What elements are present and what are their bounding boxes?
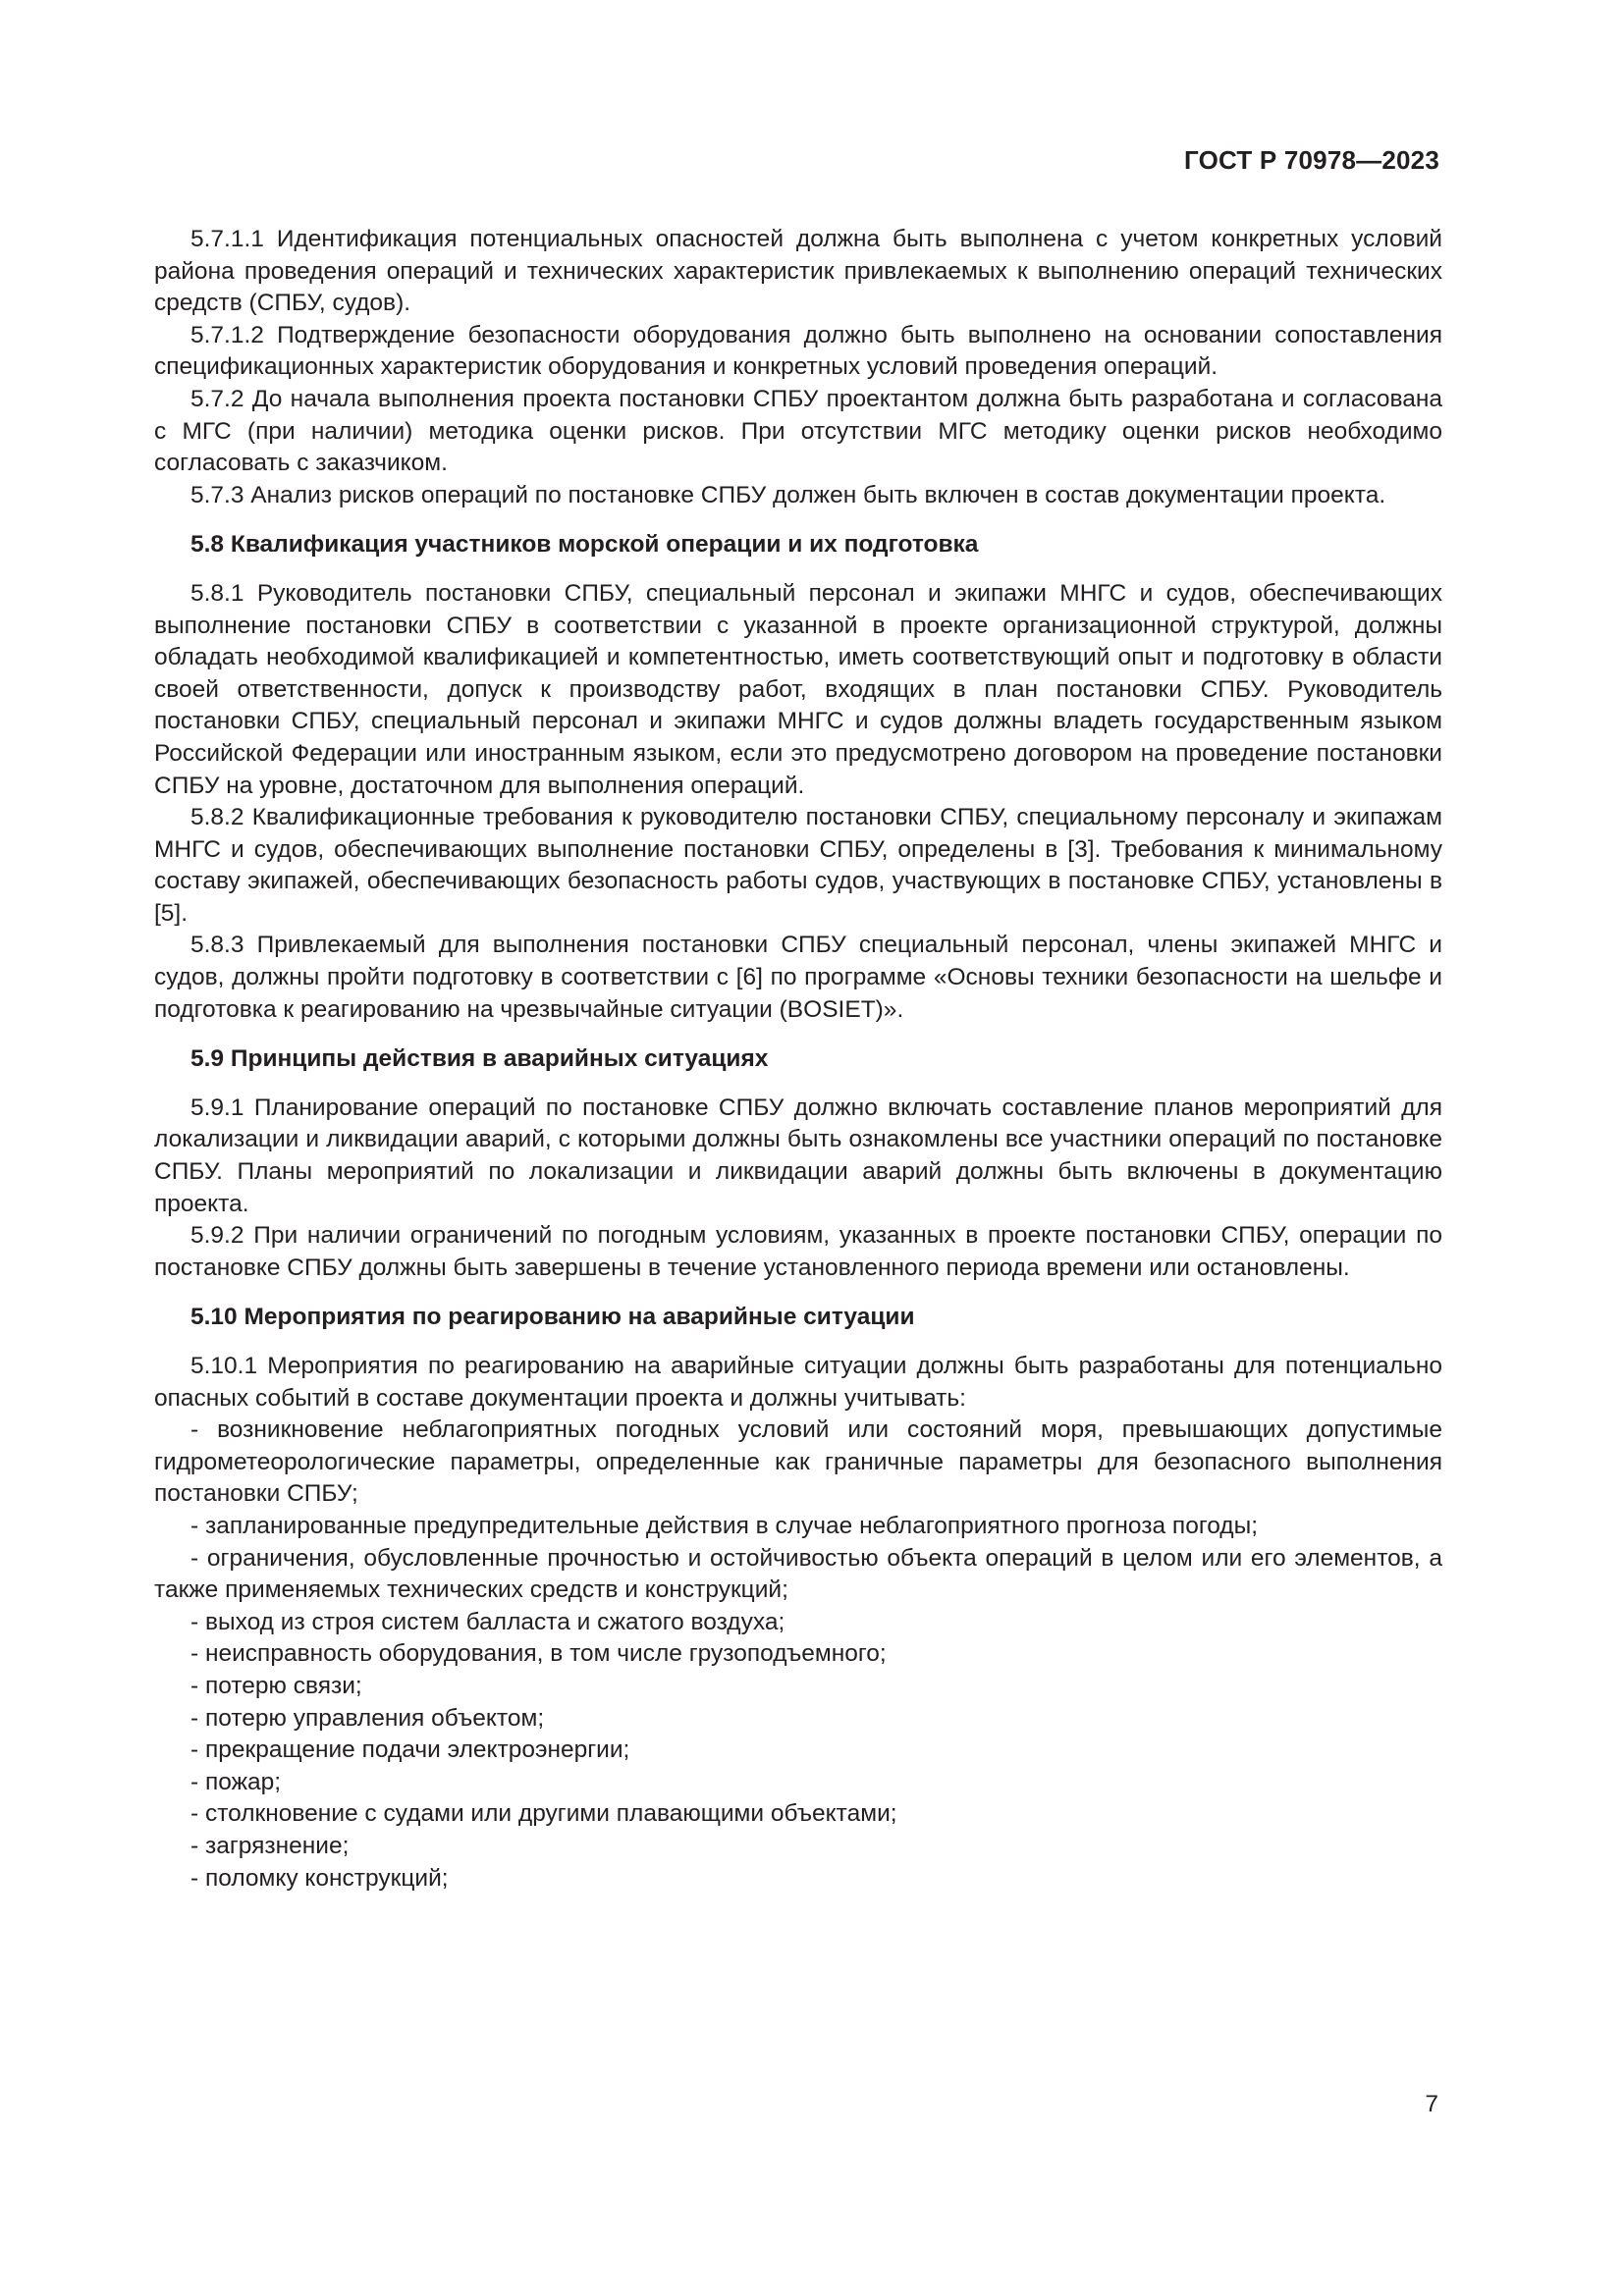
- document-code-header: ГОСТ Р 70978—2023: [1184, 145, 1439, 175]
- section-heading-5-10: 5.10 Мероприятия по реагированию на аварийные ситуации: [190, 1304, 915, 1331]
- list-item: - пожар;: [190, 1768, 282, 1795]
- list-item: - неисправность оборудования, в том числе грузоподъемного;: [190, 1640, 887, 1668]
- list-item: - поломку конструкций;: [190, 1864, 449, 1892]
- paragraph-5-9-1: 5.9.1 Планирование операций по постановке СПБУ должно включать составление планов мероприятий для локализации и ликвидации аварий, с которыми должны быть ознакомлены все участники операций по постановке СПБУ. Планы мероприятий по локализации и ликвидации аварий должны быть включены в документацию проекта.: [154, 1094, 1442, 1217]
- section-heading-5-8: 5.8 Квалификация участников морской операции и их подготовка: [190, 531, 979, 559]
- paragraph-5-7-2: 5.7.2 До начала выполнения проекта постановки СПБУ проектантом должна быть разработана и согласована с МГС (при наличии) методика оценки рисков. При отсутствии МГС методику оценки рисков необходимо согласовать с заказчиком.: [154, 385, 1442, 477]
- list-item: - потерю связи;: [190, 1672, 362, 1699]
- document-body: [154, 224, 1442, 1895]
- section-heading-5-9: 5.9 Принципы действия в аварийных ситуациях: [190, 1045, 769, 1073]
- emergency-events-list: [154, 1415, 1442, 1895]
- page-number: 7: [1425, 2091, 1438, 2117]
- list-item: - выход из строя систем балласта и сжатого воздуха;: [190, 1608, 785, 1635]
- paragraph-5-8-3: 5.8.3 Привлекаемый для выполнения постановки СПБУ специальный персонал, члены экипажей МНГС и судов, должны пройти подготовку в соответствии с [6] по программе «Основы техники безопасности на шельфе и подготовка к реагированию на чрезвычайные ситуации (BOSIET)».: [154, 932, 1442, 1023]
- paragraph-5-9-2: 5.9.2 При наличии ограничений по погодным условиям, указанных в проекте постановки СПБУ, операции по постановке СПБУ должны быть завершены в течение установленного периода времени или остановлены.: [154, 1222, 1442, 1281]
- paragraph-5-7-1-2: 5.7.1.2 Подтверждение безопасности оборудования должно быть выполнено на основании сопоставления спецификационных характеристик оборудования и конкретных условий проведения операций.: [154, 321, 1442, 381]
- paragraph-5-7-1-1: 5.7.1.1 Идентификация потенциальных опасностей должна быть выполнена с учетом конкретных условий района проведения операций и технических характеристик привлекаемых к выполнению операций технических средств (СПБУ, судов).: [154, 226, 1442, 317]
- list-item: - возникновение неблагоприятных погодных условий или состояний моря, превышающих допустимые гидрометеорологические параметры, определенные как граничные параметры для безопасного выполнения постановки СПБУ;: [154, 1416, 1442, 1508]
- list-item: - прекращение подачи электроэнергии;: [190, 1736, 630, 1764]
- list-item: - запланированные предупредительные действия в случае неблагоприятного прогноза погоды;: [190, 1512, 1259, 1539]
- paragraph-5-8-1: 5.8.1 Руководитель постановки СПБУ, специальный персонал и экипажи МНГС и судов, обеспечивающих выполнение постановки СПБУ в соответствии с указанной в проекте организационной структурой, должны обладать необходимой квалификацией и компетентностью, иметь соответствующий опыт и подготовку в области своей ответственности, допуск к производству работ, входящих в план постановки СПБУ. Руководитель постановки СПБУ, специальный персонал и экипажи МНГС и судов должны владеть государственным языком Российской Федерации или иностранным языком, если это предусмотрено договором на проведение постановки СПБУ на уровне, достаточном для выполнения операций.: [154, 579, 1442, 799]
- paragraph-5-8-2: 5.8.2 Квалификационные требования к руководителю постановки СПБУ, специальному персоналу и экипажам МНГС и судов, обеспечивающих выполнение постановки СПБУ, определены в [3]. Требования к минимальному составу экипажей, обеспечивающих безопасность работы судов, участвующих в постановке СПБУ, установлены в [5].: [154, 804, 1442, 927]
- list-item: - столкновение с судами или другими плавающими объектами;: [190, 1800, 897, 1828]
- list-item: - ограничения, обусловленные прочностью и остойчивостью объекта операций в целом или его элементов, а также применяемых технических средств и конструкций;: [154, 1544, 1442, 1604]
- list-item: - загрязнение;: [190, 1832, 350, 1859]
- paragraph-5-10-1: 5.10.1 Мероприятия по реагированию на аварийные ситуации должны быть разработаны для потенциально опасных событий в составе документации проекта и должны учитывать:: [154, 1353, 1442, 1412]
- paragraph-5-7-3: 5.7.3 Анализ рисков операций по постановке СПБУ должен быть включен в состав документации проекта.: [190, 481, 1386, 508]
- list-item: - потерю управления объектом;: [190, 1704, 545, 1732]
